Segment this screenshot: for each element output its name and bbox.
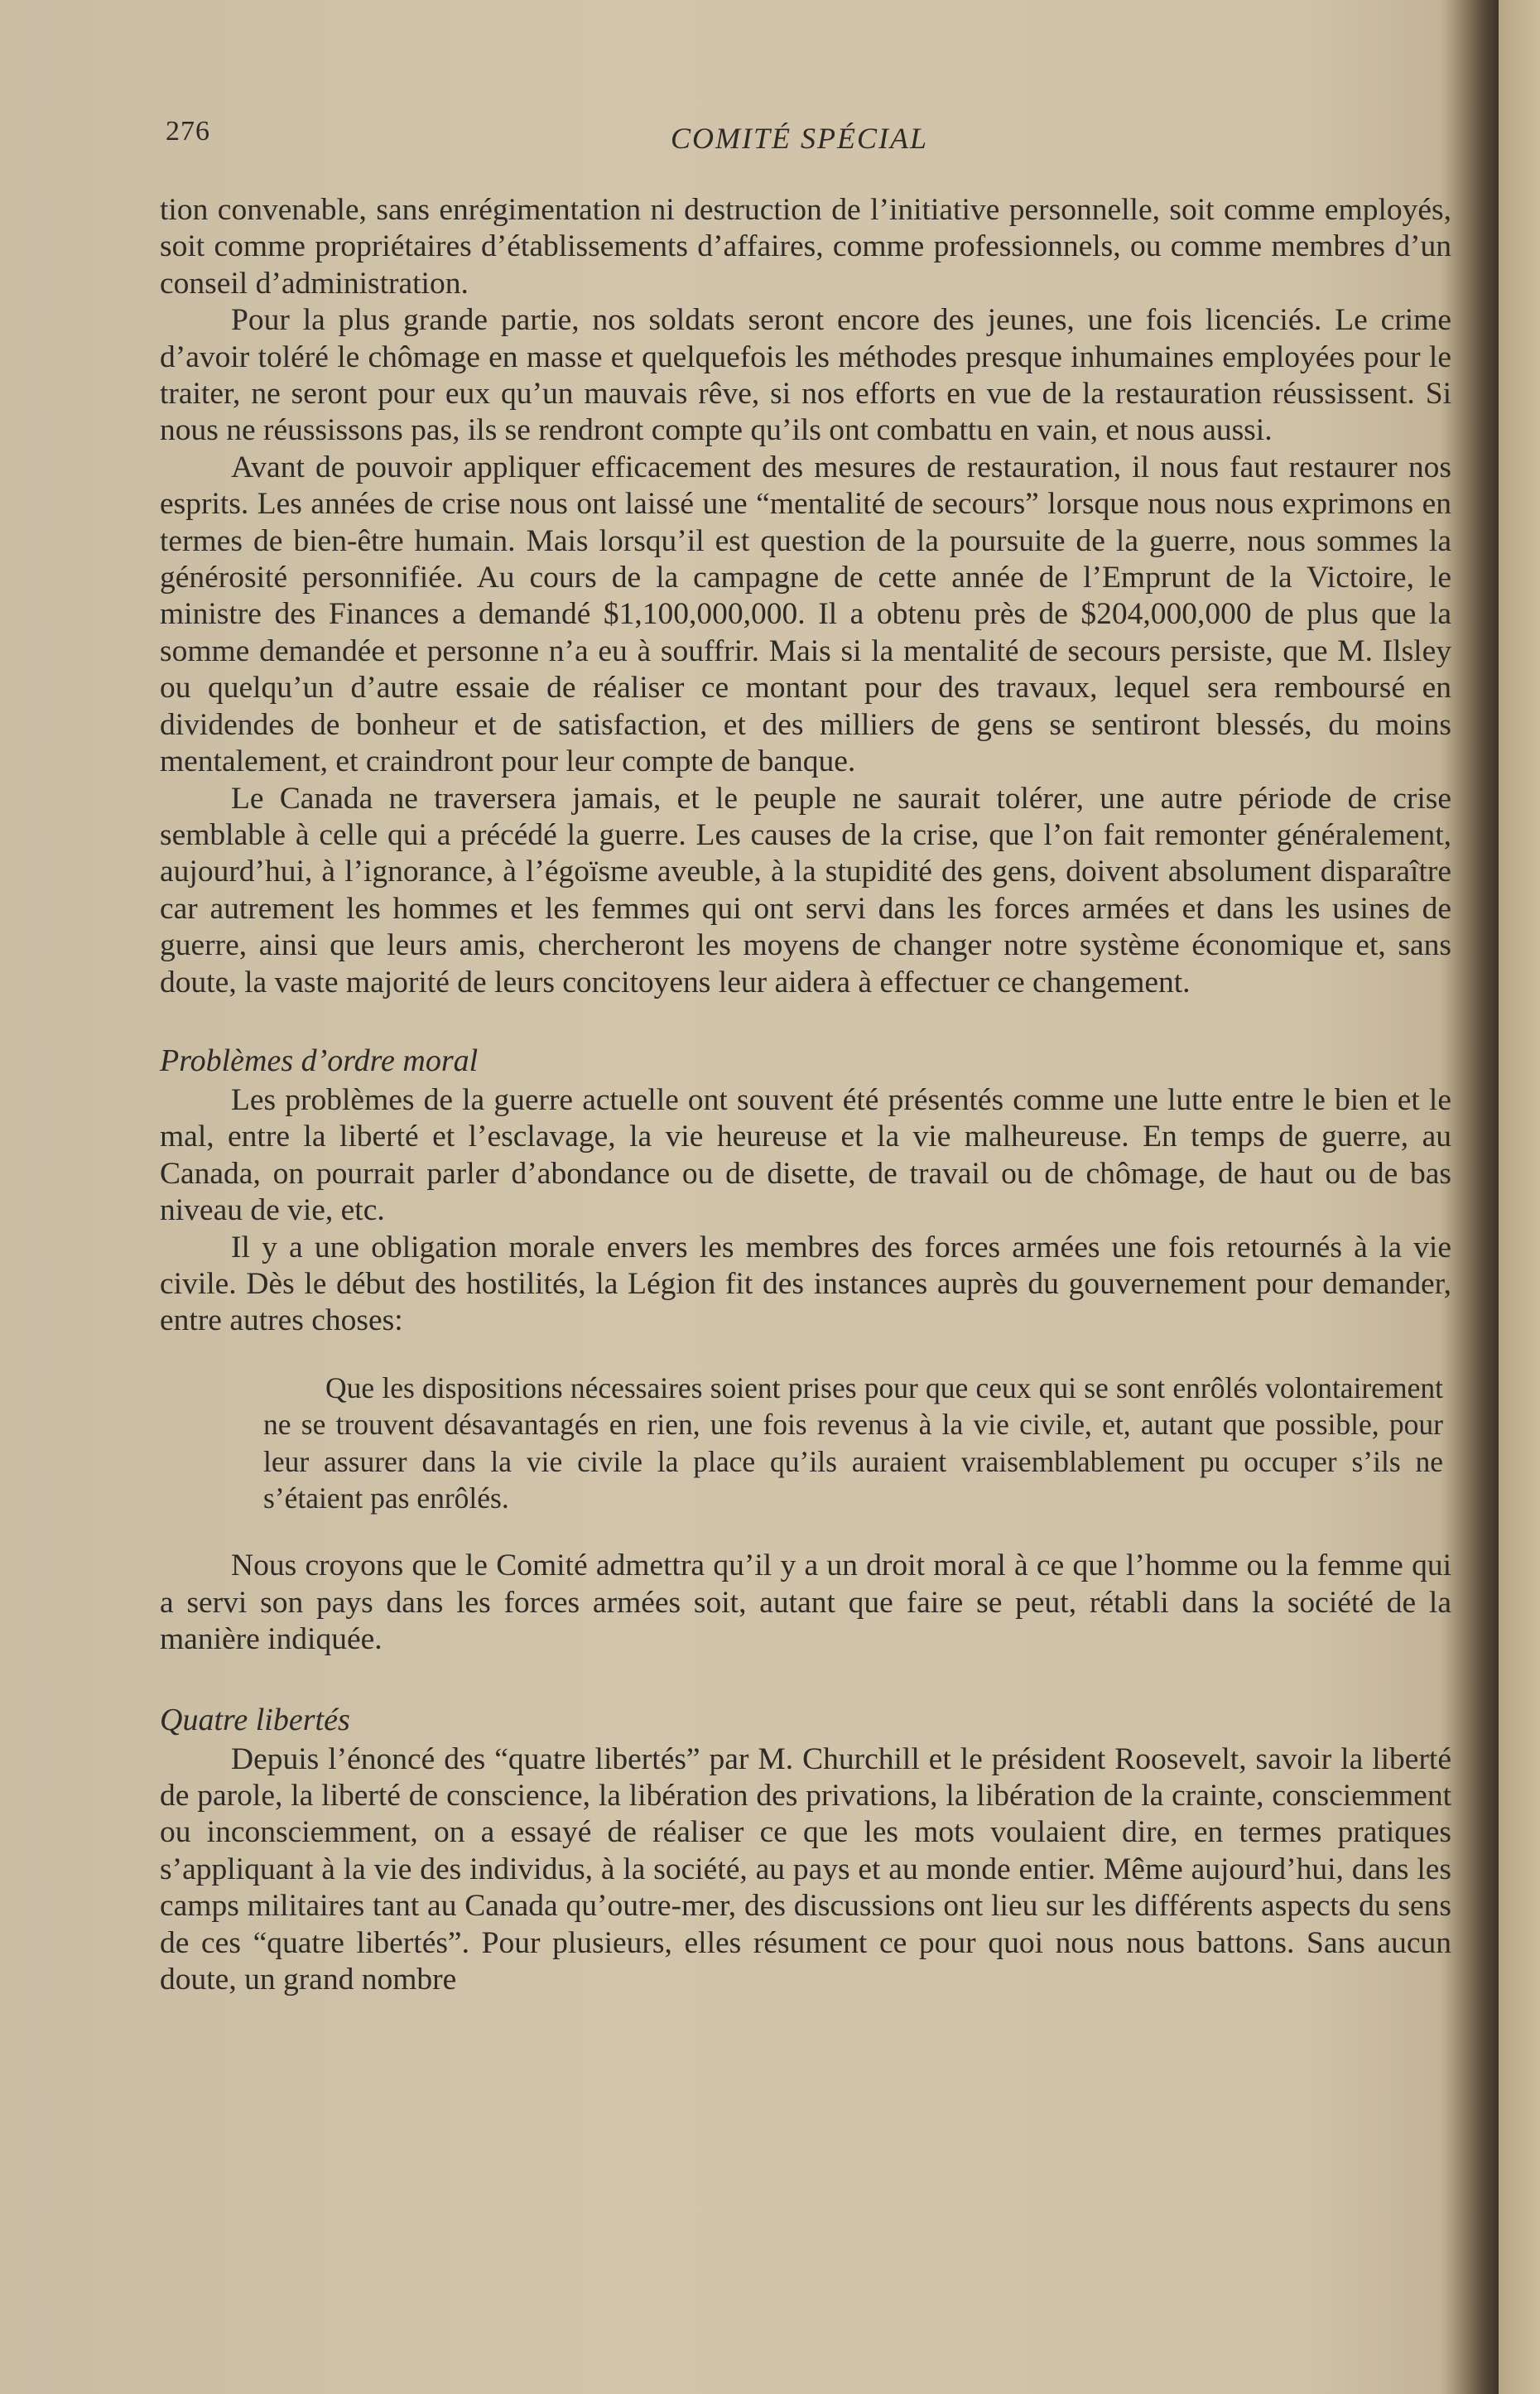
- paragraph: Pour la plus grande partie, nos soldats seront encore des jeunes, une fois licenciés. Le crime d’avoir toléré le chômage en masse et quelquefois les méthodes presque inhumaines employées pour le traiter, ne seront pour eux qu’un mauvais rêve, si nos efforts en vue de la restauration réussissent. Si nous ne réussissons pas, ils se rendront compte qu’ils ont combattu en vain, et nous aussi.: [160, 303, 1451, 448]
- adjacent-page-edge: [1499, 0, 1540, 2394]
- paragraph: Il y a une obligation morale envers les membres des forces armées une fois retournés à la vie civile. Dès le début des hostilités, la Légion fit des instances auprès du gouvernement pour demander, entre autres choses:: [160, 1230, 1451, 1338]
- paragraph: Nous croyons que le Comité admettra qu’il y a un droit moral à ce que l’homme ou la femme qui a servi son pays dans les forces armées soit, autant que faire se peut, rétabli dans la société de la manière indiquée.: [160, 1549, 1451, 1657]
- paragraph-continued: tion convenable, sans enrégimentation ni destruction de l’initiative personnelle, soit comme employés, soit comme propriétaires d’établissements d’affaires, comme professionnels, ou comme membres d’un conseil d’administration.: [160, 193, 1451, 301]
- quote-text: Que les dispositions nécessaires soient prises pour que ceux qui se sont enrôlés volontairement ne se trouvent désavantagés en rien, une fois revenus à la vie civile, et, autant que possible, pour leur assurer dans la vie civile la place qu’ils auraient vraisemblablement pu occuper s’ils ne s’étaient pas enrôlés.: [263, 1370, 1443, 1515]
- body-text: [160, 192, 1451, 1998]
- paragraph: Le Canada ne traversera jamais, et le peuple ne saurait tolérer, une autre période de crise semblable à celle qui a précédé la guerre. Les causes de la crise, que l’on fait remonter généralement, aujourd’hui, à l’ignorance, à l’égoïsme aveuble, à la stupidité des gens, doivent absolument disparaître car autrement les hommes et les femmes qui ont servi dans les forces armées et dans les usines de guerre, ainsi que leurs amis, chercheront les moyens de changer notre système économique et, sans doute, la vaste majorité de leurs concitoyens leur aidera à effectuer ce changement.: [160, 781, 1451, 1000]
- paragraph: Depuis l’énoncé des “quatre libertés” par M. Churchill et le président Roosevelt, savoir la liberté de parole, la liberté de conscience, la libération des privations, la libération de la crainte, consciemment ou inconsciemment, on a essayé de réaliser ce que les mots voulaient dire, en termes pratiques s’appliquant à la vie des individus, à la société, au pays et au monde entier. Même aujourd’hui, dans les camps militaires tant au Canada qu’outre-mer, des discussions ont lieu sur les différents aspects du sens de ces “quatre libertés”. Pour plusieurs, elles résument ce pour quoi nous nous battons. Sans aucun doute, un grand nombre: [160, 1741, 1451, 1997]
- page-number: 276: [166, 116, 210, 147]
- running-header: [0, 116, 1457, 166]
- paragraph: Avant de pouvoir appliquer efficacement des mesures de restauration, il nous faut restaurer nos esprits. Les années de crise nous ont laissé une “mentalité de secours” lorsque nous nous exprimons en termes de bien-être humain. Mais lorsqu’il est question de la poursuite de la guerre, nous sommes la générosité personnifiée. Au cours de la campagne de cette année de l’Emprunt de la Victoire, le ministre des Finances a demandé $1,100,000,000. Il a obtenu près de $204,000,000 de plus que la somme demandée et personne n’a eu à souffrir. Mais si la mentalité de secours persiste, que M. Ilsley ou quelqu’un d’autre essaie de réaliser ce montant pour des travaux, lequel sera remboursé en dividendes de bonheur et de satisfaction, et des milliers de gens se sentiront blessés, du moins mentalement, et craindront pour leur compte de banque.: [160, 450, 1451, 779]
- section-heading-moral-problems: Problèmes d’ordre moral: [160, 1043, 479, 1078]
- running-title: COMITÉ SPÉCIAL: [671, 122, 928, 155]
- section-heading-four-freedoms: Quatre libertés: [160, 1702, 350, 1737]
- paragraph: Les problèmes de la guerre actuelle ont souvent été présentés comme une lutte entre le bien et le mal, entre la liberté et l’esclavage, la vie heureuse et la vie malheureuse. En temps de guerre, au Canada, on pourrait parler d’abondance ou de disette, de travail ou de chômage, de haut ou de bas niveau de vie, etc.: [160, 1082, 1451, 1228]
- block-quote: [263, 1370, 1443, 1517]
